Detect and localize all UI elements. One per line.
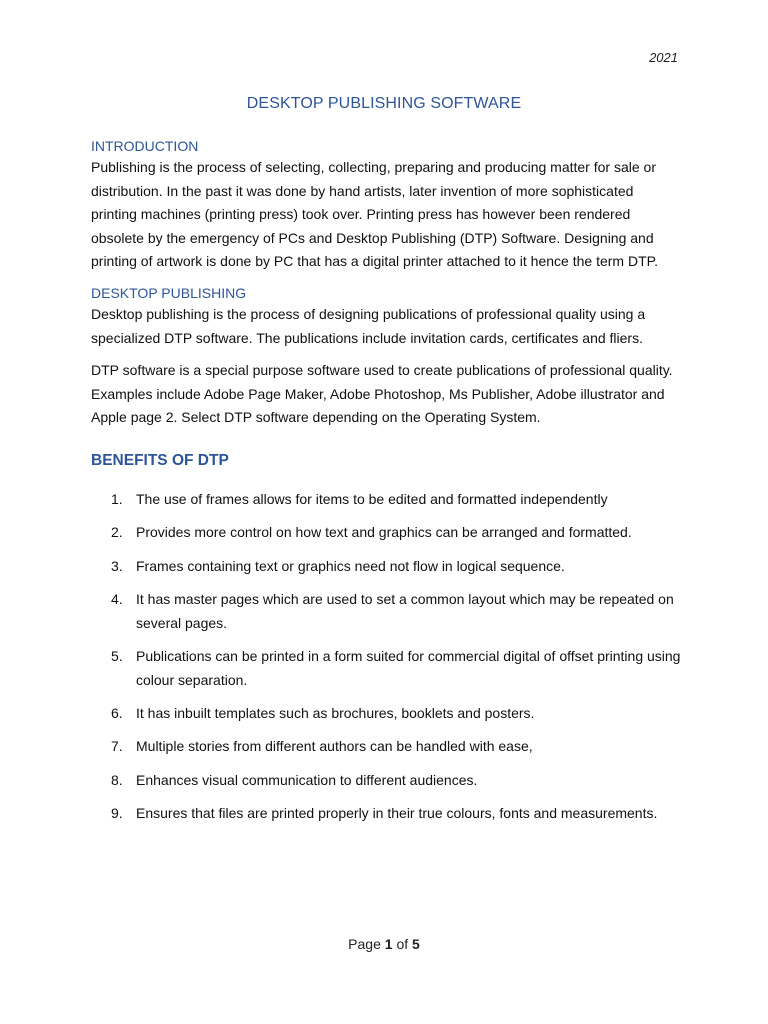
- desktop-publishing-heading: DESKTOP PUBLISHING: [91, 284, 247, 301]
- list-item: [91, 488, 681, 512]
- list-number: 5.: [111, 648, 123, 665]
- of-label: of: [396, 936, 409, 952]
- list-text: It has master pages which are used to set a common layout which may be repeated on several pages.: [136, 591, 674, 631]
- list-number: 9.: [111, 805, 123, 822]
- document-title: DESKTOP PUBLISHING SOFTWARE: [246, 95, 522, 112]
- header-year: 2021: [649, 50, 678, 65]
- list-item: [91, 802, 681, 826]
- list-item: [91, 588, 681, 635]
- list-number: 3.: [111, 557, 123, 574]
- page-number-footer: [0, 936, 768, 952]
- list-number: 4.: [111, 591, 123, 608]
- desktop-publishing-paragraph-1: Desktop publishing is the process of designing publications of professional quality using a specialized DTP software. The publications include invitation cards, certificates and fliers.: [91, 305, 646, 346]
- list-number: 7.: [111, 738, 123, 755]
- introduction-paragraph: Publishing is the process of selecting, collecting, preparing and producing matter for sale or distribution. In the past it was done by hand artists, later invention of more sophisticated printing machines (printing press) took over. Printing press has however been rendered obsolete by the emergency of PCs and Desktop Publishing (DTP) Software. Designing and printing of artwork is done by PC that has a digital printer attached to it hence the term DTP.: [91, 159, 659, 270]
- list-text: Enhances visual communication to different audiences.: [136, 771, 478, 788]
- document-body: [91, 136, 681, 836]
- list-text: It has inbuilt templates such as brochures, booklets and posters.: [136, 705, 535, 722]
- list-text: Provides more control on how text and graphics can be arranged and formatted.: [136, 524, 632, 541]
- list-text: Frames containing text or graphics need not flow in logical sequence.: [136, 557, 565, 574]
- list-item: [91, 645, 681, 692]
- list-item: [91, 769, 681, 793]
- list-number: 6.: [111, 705, 123, 722]
- list-number: 2.: [111, 524, 123, 541]
- current-page-number: 1: [384, 936, 393, 952]
- benefits-heading: BENEFITS OF DTP: [91, 451, 229, 469]
- list-text: The use of frames allows for items to be edited and formatted independently: [136, 490, 608, 507]
- benefits-list: [91, 488, 681, 826]
- total-page-count: 5: [412, 936, 420, 952]
- list-text: Ensures that files are printed properly in their true colours, fonts and measurements.: [136, 805, 658, 822]
- list-item: [91, 521, 681, 545]
- desktop-publishing-paragraph-2: DTP software is a special purpose software used to create publications of professional quality. Examples include Adobe Page Maker, Adobe Photoshop, Ms Publisher, Adobe illustrator and Apple page 2. Select DTP software depending on the Operating System.: [91, 362, 673, 426]
- page-label: Page: [348, 936, 381, 952]
- list-number: 8.: [111, 771, 123, 788]
- list-item: [91, 735, 681, 759]
- list-number: 1.: [111, 490, 123, 507]
- list-item: [91, 555, 681, 579]
- list-text: Publications can be printed in a form suited for commercial digital of offset printing using colour separation.: [136, 648, 681, 688]
- list-item: [91, 702, 681, 726]
- list-text: Multiple stories from different authors can be handled with ease,: [136, 738, 533, 755]
- introduction-heading: INTRODUCTION: [91, 138, 199, 154]
